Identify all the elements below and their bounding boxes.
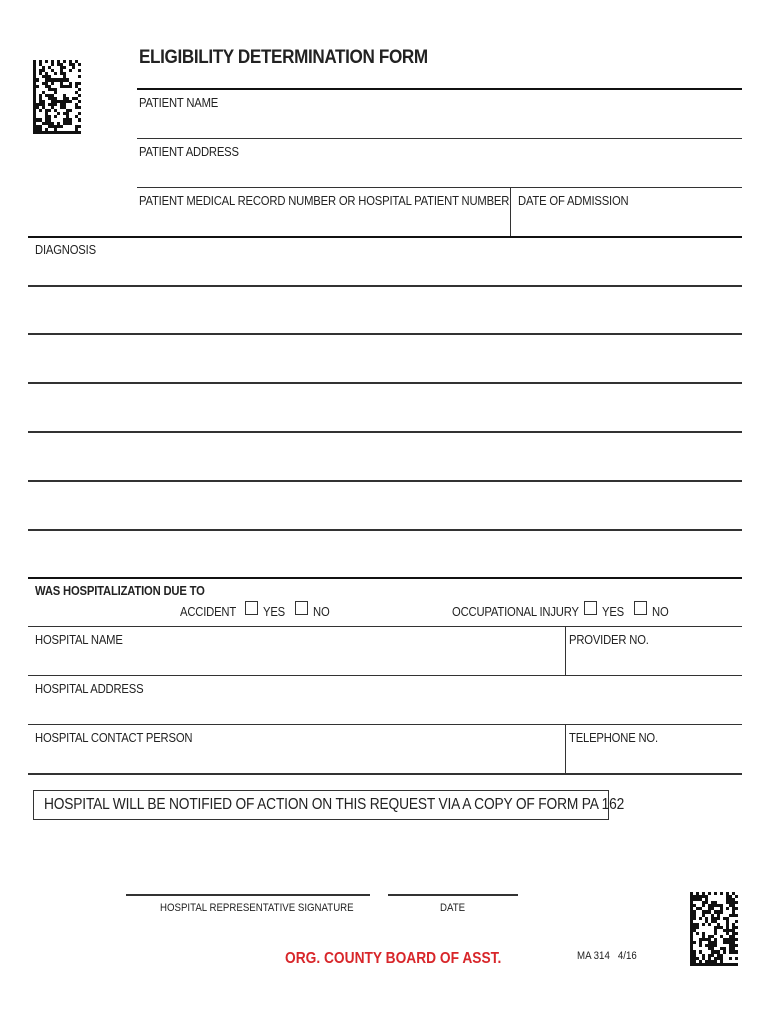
occupational-yes-label: YES — [602, 605, 624, 619]
diagnosis-rule-5 — [28, 480, 742, 482]
accident-label: ACCIDENT — [180, 605, 237, 619]
contact-rule — [28, 773, 742, 775]
date-label: DATE — [440, 902, 466, 914]
hospital-name-rule — [28, 675, 742, 676]
record-rule — [28, 236, 742, 238]
diagnosis-label: DIAGNOSIS — [35, 243, 96, 257]
date-line — [388, 894, 518, 896]
occupational-label: OCCUPATIONAL INJURY — [452, 605, 579, 619]
patient-address-rule — [137, 187, 742, 188]
occupational-no-checkbox[interactable] — [634, 601, 647, 615]
telephone-field[interactable] — [566, 747, 742, 771]
notice-text: HOSPITAL WILL BE NOTIFIED OF ACTION ON THIS REQUEST VIA A COPY OF FORM PA 162 — [44, 796, 625, 813]
record-number-field[interactable] — [137, 210, 509, 234]
patient-address-label: PATIENT ADDRESS — [139, 145, 239, 159]
occupational-yes-checkbox[interactable] — [584, 601, 597, 615]
title-rule — [137, 88, 742, 90]
signature-line — [126, 894, 370, 896]
diagnosis-rule-1 — [28, 285, 742, 287]
diagnosis-rule-6 — [28, 529, 742, 531]
accident-no-checkbox[interactable] — [295, 601, 308, 615]
diagnosis-rule-2 — [28, 333, 742, 335]
record-divider — [510, 187, 511, 236]
date-field[interactable] — [388, 866, 518, 893]
patient-address-field[interactable] — [137, 161, 742, 185]
accident-yes-label: YES — [263, 605, 285, 619]
form-title: ELIGIBILITY DETERMINATION FORM — [139, 47, 428, 68]
accident-yes-checkbox[interactable] — [245, 601, 258, 615]
contact-person-label: HOSPITAL CONTACT PERSON — [35, 731, 193, 745]
signature-label: HOSPITAL REPRESENTATIVE SIGNATURE — [160, 902, 354, 914]
hospital-address-field[interactable] — [28, 698, 742, 722]
signature-field[interactable] — [126, 866, 370, 893]
occupational-no-label: NO — [652, 605, 669, 619]
hospital-address-label: HOSPITAL ADDRESS — [35, 682, 144, 696]
hospital-name-field[interactable] — [28, 649, 564, 673]
patient-name-rule — [137, 138, 742, 139]
patient-name-label: PATIENT NAME — [139, 96, 219, 110]
record-number-label: PATIENT MEDICAL RECORD NUMBER OR HOSPITAL PATIENT NUMBER — [139, 194, 510, 208]
hospitalization-rule — [28, 626, 742, 627]
admission-date-label: DATE OF ADMISSION — [518, 194, 629, 208]
provider-no-field[interactable] — [566, 649, 742, 673]
accident-no-label: NO — [313, 605, 330, 619]
hospital-name-label: HOSPITAL NAME — [35, 633, 123, 647]
hospital-address-rule — [28, 724, 742, 725]
diagnosis-rule-3 — [28, 382, 742, 384]
form-code: MA 314 4/16 — [577, 950, 637, 962]
contact-person-field[interactable] — [28, 747, 564, 771]
diagnosis-rule-4 — [28, 431, 742, 433]
barcode-bottom — [690, 892, 738, 966]
admission-date-field[interactable] — [512, 210, 742, 234]
diagnosis-bottom-rule — [28, 577, 742, 579]
barcode-top — [33, 60, 81, 134]
provider-no-label: PROVIDER NO. — [569, 633, 649, 647]
diagnosis-field[interactable] — [28, 258, 742, 528]
org-text: ORG. COUNTY BOARD OF ASST. — [285, 950, 502, 967]
hospitalization-heading: WAS HOSPITALIZATION DUE TO — [35, 584, 205, 598]
patient-name-field[interactable] — [137, 112, 742, 136]
telephone-label: TELEPHONE NO. — [569, 731, 658, 745]
